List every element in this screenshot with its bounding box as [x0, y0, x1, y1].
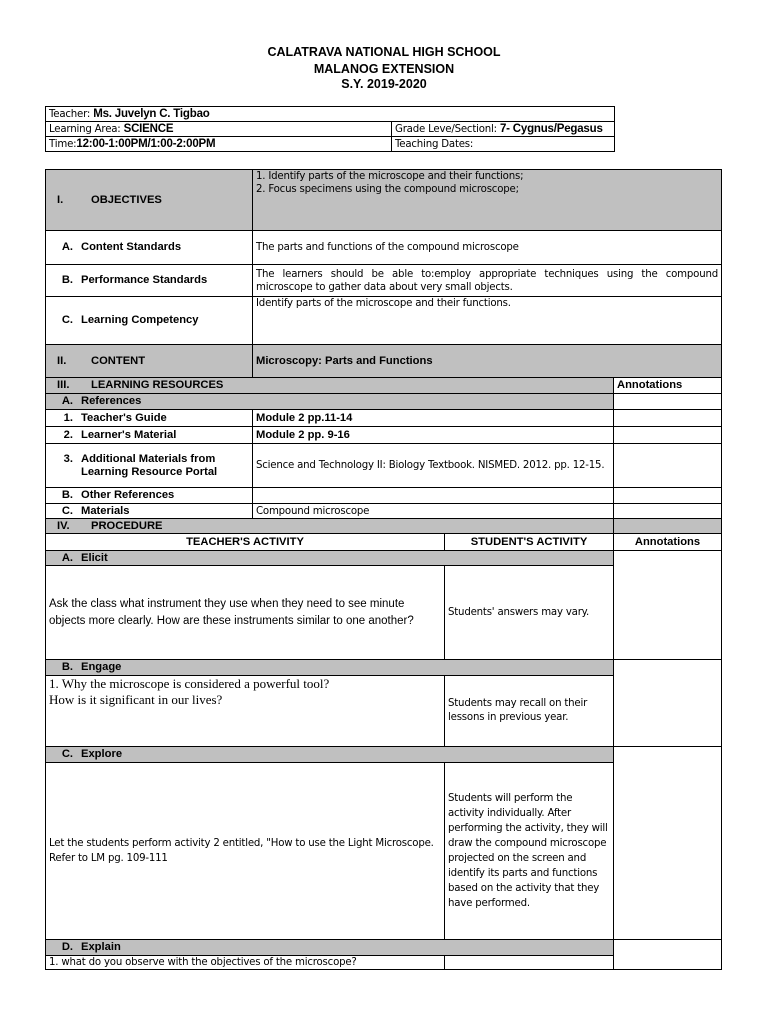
content-value: Microscopy: Parts and Functions [253, 345, 722, 378]
learning-competency-label: Learning Competency [81, 314, 199, 326]
explore-label: Explore [81, 748, 123, 760]
materials-annotation [614, 504, 722, 519]
procedure-annotation [614, 519, 722, 534]
student-activity-header: STUDENT'S ACTIVITY [445, 534, 614, 551]
explain-annotation [614, 940, 722, 970]
grade-section-label: Grade Leve/Sectionl: [395, 123, 500, 135]
explore-teacher-activity [46, 763, 445, 940]
other-references-num: B. [61, 489, 73, 501]
performance-standards-label: Performance Standards [81, 274, 208, 286]
procedure-label-cell [46, 519, 614, 534]
teacher-label: Teacher: [49, 108, 94, 120]
elicit-annotation [614, 551, 722, 660]
explore-reference: Refer to LM pg. 109-111 [49, 853, 168, 864]
learners-material-value: Module 2 pp. 9-16 [253, 427, 614, 444]
objectives-label: OBJECTIVES [91, 193, 162, 206]
explore-num: C. [61, 748, 73, 760]
elicit-num: A. [61, 551, 73, 564]
references-annotation [614, 394, 722, 410]
content-standards-num: A. [61, 241, 73, 253]
learners-material-label: Learner's Material [81, 428, 177, 441]
engage-annotation [614, 660, 722, 747]
content-label: CONTENT [91, 354, 146, 367]
performance-standards-label-cell [46, 265, 253, 297]
content-standards-label-cell [46, 231, 253, 265]
learning-resources-label: LEARNING RESOURCES [91, 379, 224, 391]
time-label: Time: [49, 138, 77, 150]
procedure-label: PROCEDURE [91, 519, 163, 532]
engage-num: B. [61, 661, 73, 673]
elicit-label-cell [46, 551, 614, 566]
teacher-activity-header: TEACHER'S ACTIVITY [46, 534, 445, 551]
content-standards-label: Content Standards [81, 241, 182, 253]
explore-instruction: Let the students perform activity 2 entitled, "How to use the Light Microscope. [49, 838, 434, 849]
learning-area-label: Learning Area: [49, 123, 124, 135]
content-standards-value: The parts and functions of the compound microscope [253, 231, 722, 265]
explore-student-activity: Students will perform the activity individually. After performing the activity, they will draw the compound microscope projected on the screen and identify its parts and functions based on the activity that they have performed. [445, 763, 614, 940]
materials-value: Compound microscope [253, 504, 614, 519]
learning-resources-num: III. [57, 379, 70, 391]
teachers-guide-annotation [614, 410, 722, 427]
elicit-teacher-activity: Ask the class what instrument they use when they need to see minute objects more clearly. How are these instruments similar to one another? [46, 566, 445, 660]
engage-student-activity: Students may recall on their lessons in previous year. [445, 676, 614, 747]
teachers-guide-num: 1. [63, 411, 73, 424]
objectives-num: I. [57, 193, 64, 206]
explain-num: D. [61, 941, 73, 953]
additional-materials-value: Science and Technology II: Biology Textbook. NISMED. 2012. pp. 12-15. [253, 444, 614, 488]
learning-area-value: SCIENCE [123, 122, 174, 135]
lesson-plan-table [45, 169, 722, 970]
references-num: A. [61, 395, 73, 407]
other-references-label: Other References [81, 489, 175, 501]
learning-competency-value: Identify parts of the microscope and their functions. [253, 297, 722, 345]
objectives-label-cell [46, 170, 253, 231]
teachers-guide-value: Module 2 pp.11-14 [253, 410, 614, 427]
engage-label: Engage [81, 661, 122, 673]
time-cell [46, 137, 392, 152]
explore-annotation [614, 747, 722, 940]
other-references-annotation [614, 488, 722, 504]
procedure-annotations-header: Annotations [614, 534, 722, 551]
additional-materials-annotation [614, 444, 722, 488]
additional-materials-label-cell [46, 444, 253, 488]
school-extension: MALANOG EXTENSION [313, 62, 455, 76]
other-references-label-cell [46, 488, 253, 504]
explain-label: Explain [81, 941, 121, 953]
materials-label-cell [46, 504, 253, 519]
teachers-guide-label: Teacher's Guide [81, 411, 167, 424]
objectives-list [253, 170, 722, 231]
learning-resources-label-cell [46, 378, 614, 394]
engage-label-cell [46, 660, 614, 676]
engage-question-2: How is it significant in our lives? [49, 692, 223, 707]
learners-material-label-cell [46, 427, 253, 444]
info-table [45, 106, 615, 152]
content-num: II. [57, 354, 67, 367]
grade-section-value: 7- Cygnus/Pegasus [499, 122, 603, 135]
resources-annotations-header: Annotations [614, 378, 722, 394]
explain-student-activity [445, 956, 614, 970]
teaching-dates-cell: Teaching Dates: [392, 137, 615, 152]
teachers-guide-label-cell [46, 410, 253, 427]
explore-label-cell [46, 747, 614, 763]
elicit-student-activity: Students' answers may vary. [445, 566, 614, 660]
school-name: CALATRAVA NATIONAL HIGH SCHOOL [267, 45, 501, 59]
procedure-num: IV. [57, 519, 70, 532]
learners-material-num: 2. [63, 428, 73, 441]
teacher-value: Ms. Juvelyn C. Tigbao [93, 107, 210, 120]
materials-num: C. [61, 504, 73, 517]
time-value: 12:00-1:00PM/1:00-2:00PM [76, 137, 216, 150]
learning-area-cell [46, 122, 392, 137]
materials-label: Materials [81, 504, 130, 517]
objective-2: 2. Focus specimens using the compound microscope; [256, 184, 519, 195]
school-year: S.Y. 2019-2020 [341, 77, 427, 91]
references-label-cell [46, 394, 614, 410]
elicit-label: Elicit [81, 551, 108, 564]
other-references-value [253, 488, 614, 504]
performance-standards-num: B. [61, 274, 73, 286]
objective-1: 1. Identify parts of the microscope and their functions; [256, 171, 524, 182]
references-label: References [81, 395, 142, 407]
content-label-cell [46, 345, 253, 378]
additional-materials-label: Additional Materials from Learning Resource Portal [81, 452, 218, 478]
performance-standards-value: The learners should be able to:employ appropriate techniques using the compound microscope to gather data about very small objects. [253, 265, 722, 297]
grade-section-cell [392, 122, 615, 137]
learning-competency-num: C. [61, 314, 73, 326]
teacher-cell [46, 107, 615, 122]
additional-materials-num: 3. [63, 452, 73, 465]
learning-competency-label-cell [46, 297, 253, 345]
learners-material-annotation [614, 427, 722, 444]
explain-teacher-activity: 1. what do you observe with the objectives of the microscope? [46, 956, 445, 970]
engage-teacher-activity [46, 676, 445, 747]
explain-label-cell [46, 940, 614, 956]
engage-question-1: 1. Why the microscope is considered a powerful tool? [49, 676, 330, 691]
